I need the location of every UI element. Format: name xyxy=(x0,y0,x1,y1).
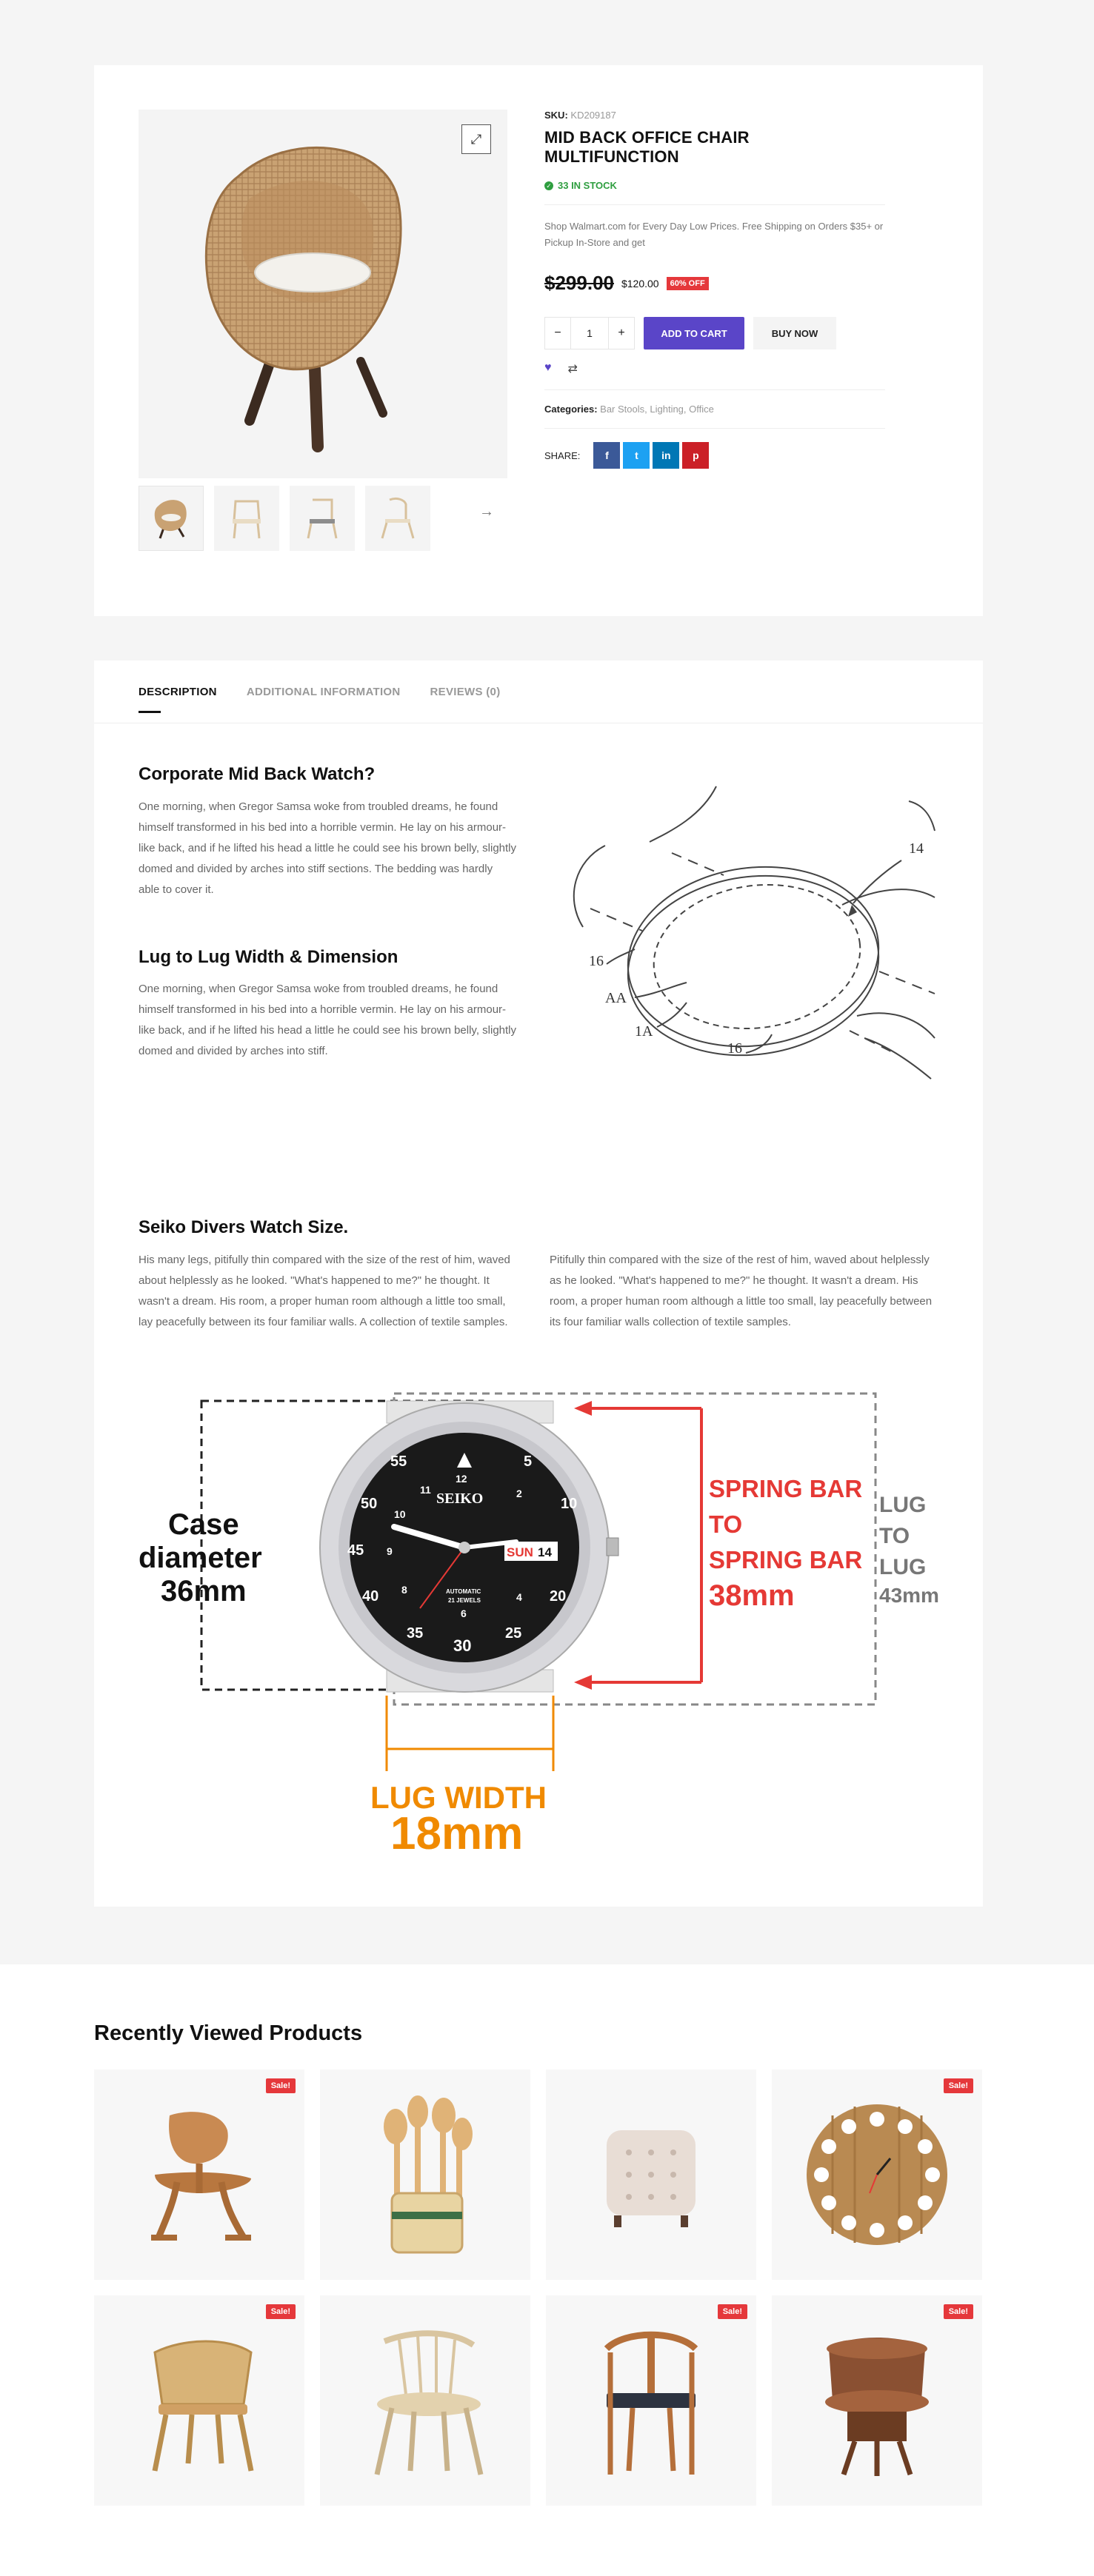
product-card-spindle-chair[interactable] xyxy=(320,2295,530,2506)
heading-lug: Lug to Lug Width & Dimension xyxy=(139,947,398,967)
dial-outer-50: 50 xyxy=(361,1496,378,1512)
spring-label-1: SPRING BAR xyxy=(709,1475,863,1502)
category-link[interactable]: Lighting xyxy=(650,404,684,415)
dial-inner-2: 2 xyxy=(516,1488,522,1499)
lug-label-1: LUG xyxy=(879,1493,927,1517)
patent-label-16b: 16 xyxy=(727,1040,742,1057)
cart-row xyxy=(544,317,885,349)
sku-label: SKU: xyxy=(544,110,568,121)
linkedin-icon[interactable]: in xyxy=(653,442,679,469)
spring-label-4: 38mm xyxy=(709,1579,795,1612)
dial-outer-5: 5 xyxy=(524,1453,533,1470)
product-card-wooden-utensils[interactable] xyxy=(320,2070,530,2280)
paragraph-4: Pitifully thin compared with the size of the rest of him, waved about helplessly as he looked. "What's happened to me?" he thought. It wasn't a dream. His room, a proper human room although a little too small, lay peacefully between its four familiar walls collection of textile samples. xyxy=(550,1254,933,1328)
watch-dimension-diagram xyxy=(139,1386,942,1860)
tab-description[interactable]: DESCRIPTION xyxy=(139,686,217,713)
category-link[interactable]: Bar Stools xyxy=(600,404,645,415)
category-link[interactable]: Office xyxy=(689,404,714,415)
rattan-armchair-image xyxy=(125,2323,273,2478)
paragraph-1: One morning, when Gregor Samsa woke from troubled dreams, he found himself transformed in his bed into a horrible vermin. He lay on his armour-like back, and if he lifted his head a little he could see his brown belly, slightly domed and divided by arches into stiff sections. The bedding was hardly able to cover it. xyxy=(139,800,517,896)
sku xyxy=(544,110,885,121)
lug-label-2: TO xyxy=(879,1524,910,1548)
paragraph-2: One morning, when Gregor Samsa woke from troubled dreams, he found himself transformed in his bed into a horrible vermin. He lay on his armour-like back, and if he lifted his head a little he could see his brown belly, slightly domed and divided by arches into stiff. xyxy=(139,983,517,1057)
day-window: SUN xyxy=(507,1545,533,1559)
tab-reviews[interactable]: REVIEWS (0) xyxy=(430,686,501,698)
spring-label-2: TO xyxy=(709,1511,743,1538)
product-summary xyxy=(544,110,885,469)
sale-badge: Sale! xyxy=(266,2304,296,2319)
discount-badge: 60% OFF xyxy=(667,277,709,290)
dial-inner-9: 9 xyxy=(387,1545,393,1557)
date-window: 14 xyxy=(538,1545,552,1559)
dial-brand: SEIKO xyxy=(436,1491,484,1507)
dial-inner-10: 10 xyxy=(394,1508,406,1520)
wishbone-chair-image xyxy=(581,2319,721,2482)
product-card-rattan-armchair[interactable] xyxy=(94,2295,304,2506)
patent-label-aa: AA xyxy=(605,990,627,1006)
wishlist-heart-icon[interactable]: ♥ xyxy=(544,361,552,374)
recently-viewed-title: Recently Viewed Products xyxy=(94,2021,363,2045)
sale-badge: Sale! xyxy=(944,2078,973,2093)
add-to-cart-button[interactable]: ADD TO CART xyxy=(644,317,744,349)
dial-inner-12: 12 xyxy=(456,1473,467,1485)
new-price: $120.00 xyxy=(621,277,659,290)
wooden-wall-clock-image xyxy=(803,2101,951,2249)
product-card-ottoman[interactable] xyxy=(546,2070,756,2280)
arrow-right-icon[interactable]: → xyxy=(479,504,494,520)
dial-inner-11: 11 xyxy=(420,1484,431,1496)
categories xyxy=(544,404,885,415)
pinterest-icon[interactable]: p xyxy=(682,442,709,469)
patent-label-16: 16 xyxy=(589,953,604,969)
share-row xyxy=(544,442,885,469)
wooden-utensils-image xyxy=(358,2090,492,2260)
thumbnail-chair-3[interactable] xyxy=(290,486,355,551)
product-card xyxy=(94,65,983,616)
minus-icon[interactable]: − xyxy=(554,327,561,339)
product-title: MID BACK OFFICE CHAIR MULTIFUNCTION xyxy=(544,128,750,166)
check-circle-icon: ✓ xyxy=(544,181,553,190)
case-label-3: 36mm xyxy=(161,1575,247,1608)
tab-nav xyxy=(139,686,501,713)
divider xyxy=(544,204,885,205)
patent-label-14: 14 xyxy=(909,840,924,857)
egg-chair-image xyxy=(139,110,507,478)
dial-outer-30: 30 xyxy=(453,1636,472,1655)
spindle-chair-image xyxy=(355,2319,496,2482)
dial-outer-40: 40 xyxy=(362,1588,379,1605)
quantity-input[interactable] xyxy=(570,318,609,349)
sale-badge: Sale! xyxy=(718,2304,747,2319)
patent-watch-drawing xyxy=(561,772,938,1083)
divider xyxy=(544,428,885,429)
case-label-1: Case xyxy=(168,1508,239,1541)
twitter-icon[interactable]: t xyxy=(623,442,650,469)
tab-additional-information[interactable]: ADDITIONAL INFORMATION xyxy=(246,686,401,698)
heading-corporate: Corporate Mid Back Watch? xyxy=(139,764,376,784)
stock-status xyxy=(544,180,885,191)
plus-icon[interactable]: + xyxy=(618,327,625,339)
heading-seiko: Seiko Divers Watch Size. xyxy=(139,1217,349,1237)
thumbnail-chair-2[interactable] xyxy=(214,486,279,551)
buy-now-button[interactable]: BUY NOW xyxy=(753,317,836,349)
thumbnail-image xyxy=(296,492,348,544)
product-tabs xyxy=(94,660,983,1907)
lug-label-4: 43mm xyxy=(879,1584,939,1607)
spring-label-3: SPRING BAR xyxy=(709,1546,863,1573)
product-main-image[interactable] xyxy=(139,110,507,478)
product-card-wishbone-chair[interactable] xyxy=(546,2295,756,2506)
facebook-icon[interactable]: f xyxy=(593,442,620,469)
thumbnail-image xyxy=(145,492,197,544)
zoom-icon[interactable]: ⤢ xyxy=(461,124,491,154)
price-row xyxy=(544,272,885,295)
dial-outer-55: 55 xyxy=(390,1453,407,1470)
dial-inner-4: 4 xyxy=(516,1591,522,1603)
thumbnail-strip xyxy=(139,486,430,551)
patent-label-1a: 1A xyxy=(635,1023,653,1040)
old-price: $299.00 xyxy=(544,272,614,294)
category-separator: , xyxy=(683,404,690,415)
dial-inner-8: 8 xyxy=(401,1584,407,1596)
product-card-wall-clock[interactable] xyxy=(772,2070,982,2280)
thumbnail-image xyxy=(221,492,273,544)
thumbnail-egg-chair[interactable] xyxy=(139,486,204,551)
dial-text-automatic: AUTOMATIC xyxy=(446,1588,481,1595)
thumbnail-chair-4[interactable] xyxy=(365,486,430,551)
dial-inner-6: 6 xyxy=(461,1608,467,1619)
divider xyxy=(544,389,885,390)
tufted-ottoman-image xyxy=(588,2112,714,2238)
paragraph-3: His many legs, pitifully thin compared with the size of the rest of him, waved about helplessly as he looked. "What's happened to me?" he thought. It wasn't a dream. His room, a proper human room although a little too small, lay peacefully between its four familiar walls. A collection of textile samples. xyxy=(139,1254,510,1328)
stock-text: 33 IN STOCK xyxy=(558,180,617,191)
quantity-stepper xyxy=(544,317,635,349)
share-label: SHARE: xyxy=(544,449,581,461)
dial-outer-25: 25 xyxy=(505,1625,522,1642)
plywood-lounge-chair-image xyxy=(133,2101,266,2249)
leather-swivel-chair-image xyxy=(803,2319,951,2482)
short-description: Shop Walmart.com for Every Day Low Prices. Free Shipping on Orders $35+ or Pickup In-Store and get xyxy=(544,221,884,248)
lug-label-3: LUG xyxy=(879,1555,927,1579)
dial-outer-20: 20 xyxy=(550,1588,567,1605)
sku-value: KD209187 xyxy=(570,110,616,121)
dial-outer-35: 35 xyxy=(407,1625,424,1642)
product-card-plywood-chair[interactable] xyxy=(94,2070,304,2280)
categories-label: Categories: xyxy=(544,404,598,415)
sale-badge: Sale! xyxy=(944,2304,973,2319)
lug-width-label-1: LUG WIDTH xyxy=(370,1780,547,1815)
dial-outer-45: 45 xyxy=(347,1542,364,1559)
category-separator: , xyxy=(644,404,650,415)
product-card-leather-swivel-chair[interactable] xyxy=(772,2295,982,2506)
sale-badge: Sale! xyxy=(266,2078,296,2093)
product-grid xyxy=(94,2070,982,2506)
dial-text-jewels: 21 JEWELS xyxy=(448,1597,481,1604)
compare-icon[interactable]: ⇄ xyxy=(567,363,578,375)
product-actions xyxy=(544,361,885,376)
case-label-2: diameter xyxy=(139,1542,262,1574)
lug-width-label-2: 18mm xyxy=(390,1808,524,1859)
dial-outer-10: 10 xyxy=(561,1496,578,1512)
thumbnail-image xyxy=(372,492,424,544)
